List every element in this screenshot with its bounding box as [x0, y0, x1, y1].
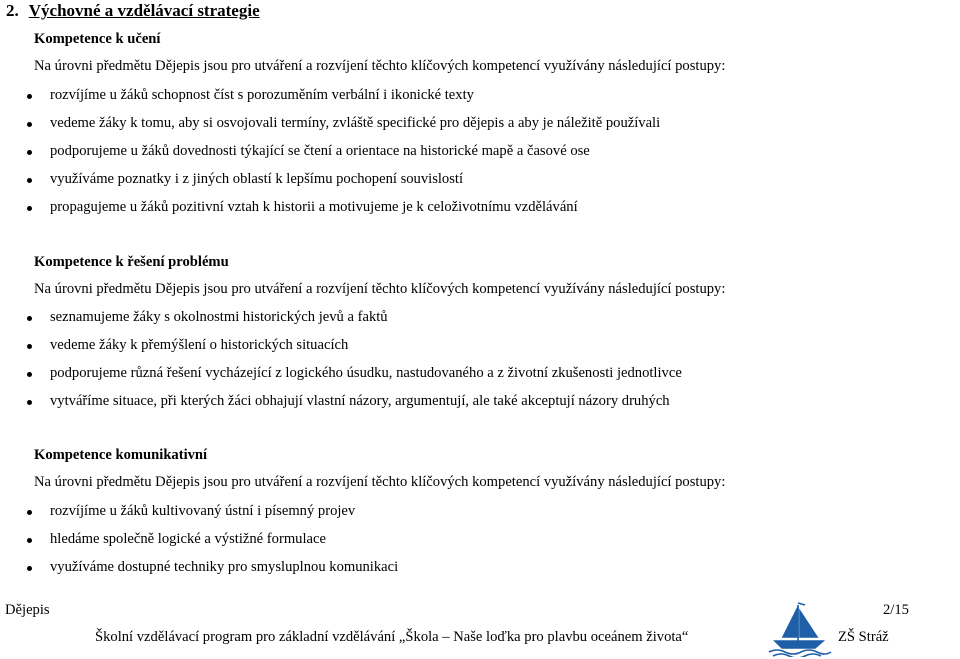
bullet-icon	[27, 316, 32, 321]
bullet-icon	[27, 122, 32, 127]
bullet-icon	[27, 344, 32, 349]
bullet-icon	[27, 94, 32, 99]
section-heading	[6, 1, 260, 21]
section-title: Výchovné a vzdělávací strategie	[28, 1, 260, 20]
bullet-icon	[27, 178, 32, 183]
bullet-icon	[27, 538, 32, 543]
group-heading-communication: Kompetence komunikativní	[34, 447, 208, 463]
group-heading-learning: Kompetence k učení	[34, 31, 161, 47]
sailboat-logo-icon	[765, 601, 833, 657]
program-title: Školní vzdělávací program pro základní vzdělávání „Škola – Naše loďka pro plavbu oceánem života“	[95, 629, 689, 645]
group-intro-problem-solving: Na úrovni předmětu Dějepis jsou pro utváření a rozvíjení těchto klíčových kompetencí využívány následující postupy:	[34, 281, 726, 297]
bullet-icon	[27, 510, 32, 515]
section-number: 2.	[6, 1, 19, 20]
bullet-icon	[27, 206, 32, 211]
group-intro-communication: Na úrovni předmětu Dějepis jsou pro utváření a rozvíjení těchto klíčových kompetencí využívány následující postupy:	[34, 474, 726, 490]
school-name: ZŠ Stráž	[838, 629, 889, 645]
bullet-icon	[27, 400, 32, 405]
group-intro-learning: Na úrovni předmětu Dějepis jsou pro utváření a rozvíjení těchto klíčových kompetencí využívány následující postupy:	[34, 58, 726, 74]
bullet-icon	[27, 150, 32, 155]
group-heading-problem-solving: Kompetence k řešení problému	[34, 254, 229, 270]
bullet-icon	[27, 372, 32, 377]
page-number: 2/15	[883, 602, 909, 618]
bullet-icon	[27, 566, 32, 571]
footer-subject: Dějepis	[5, 602, 50, 618]
